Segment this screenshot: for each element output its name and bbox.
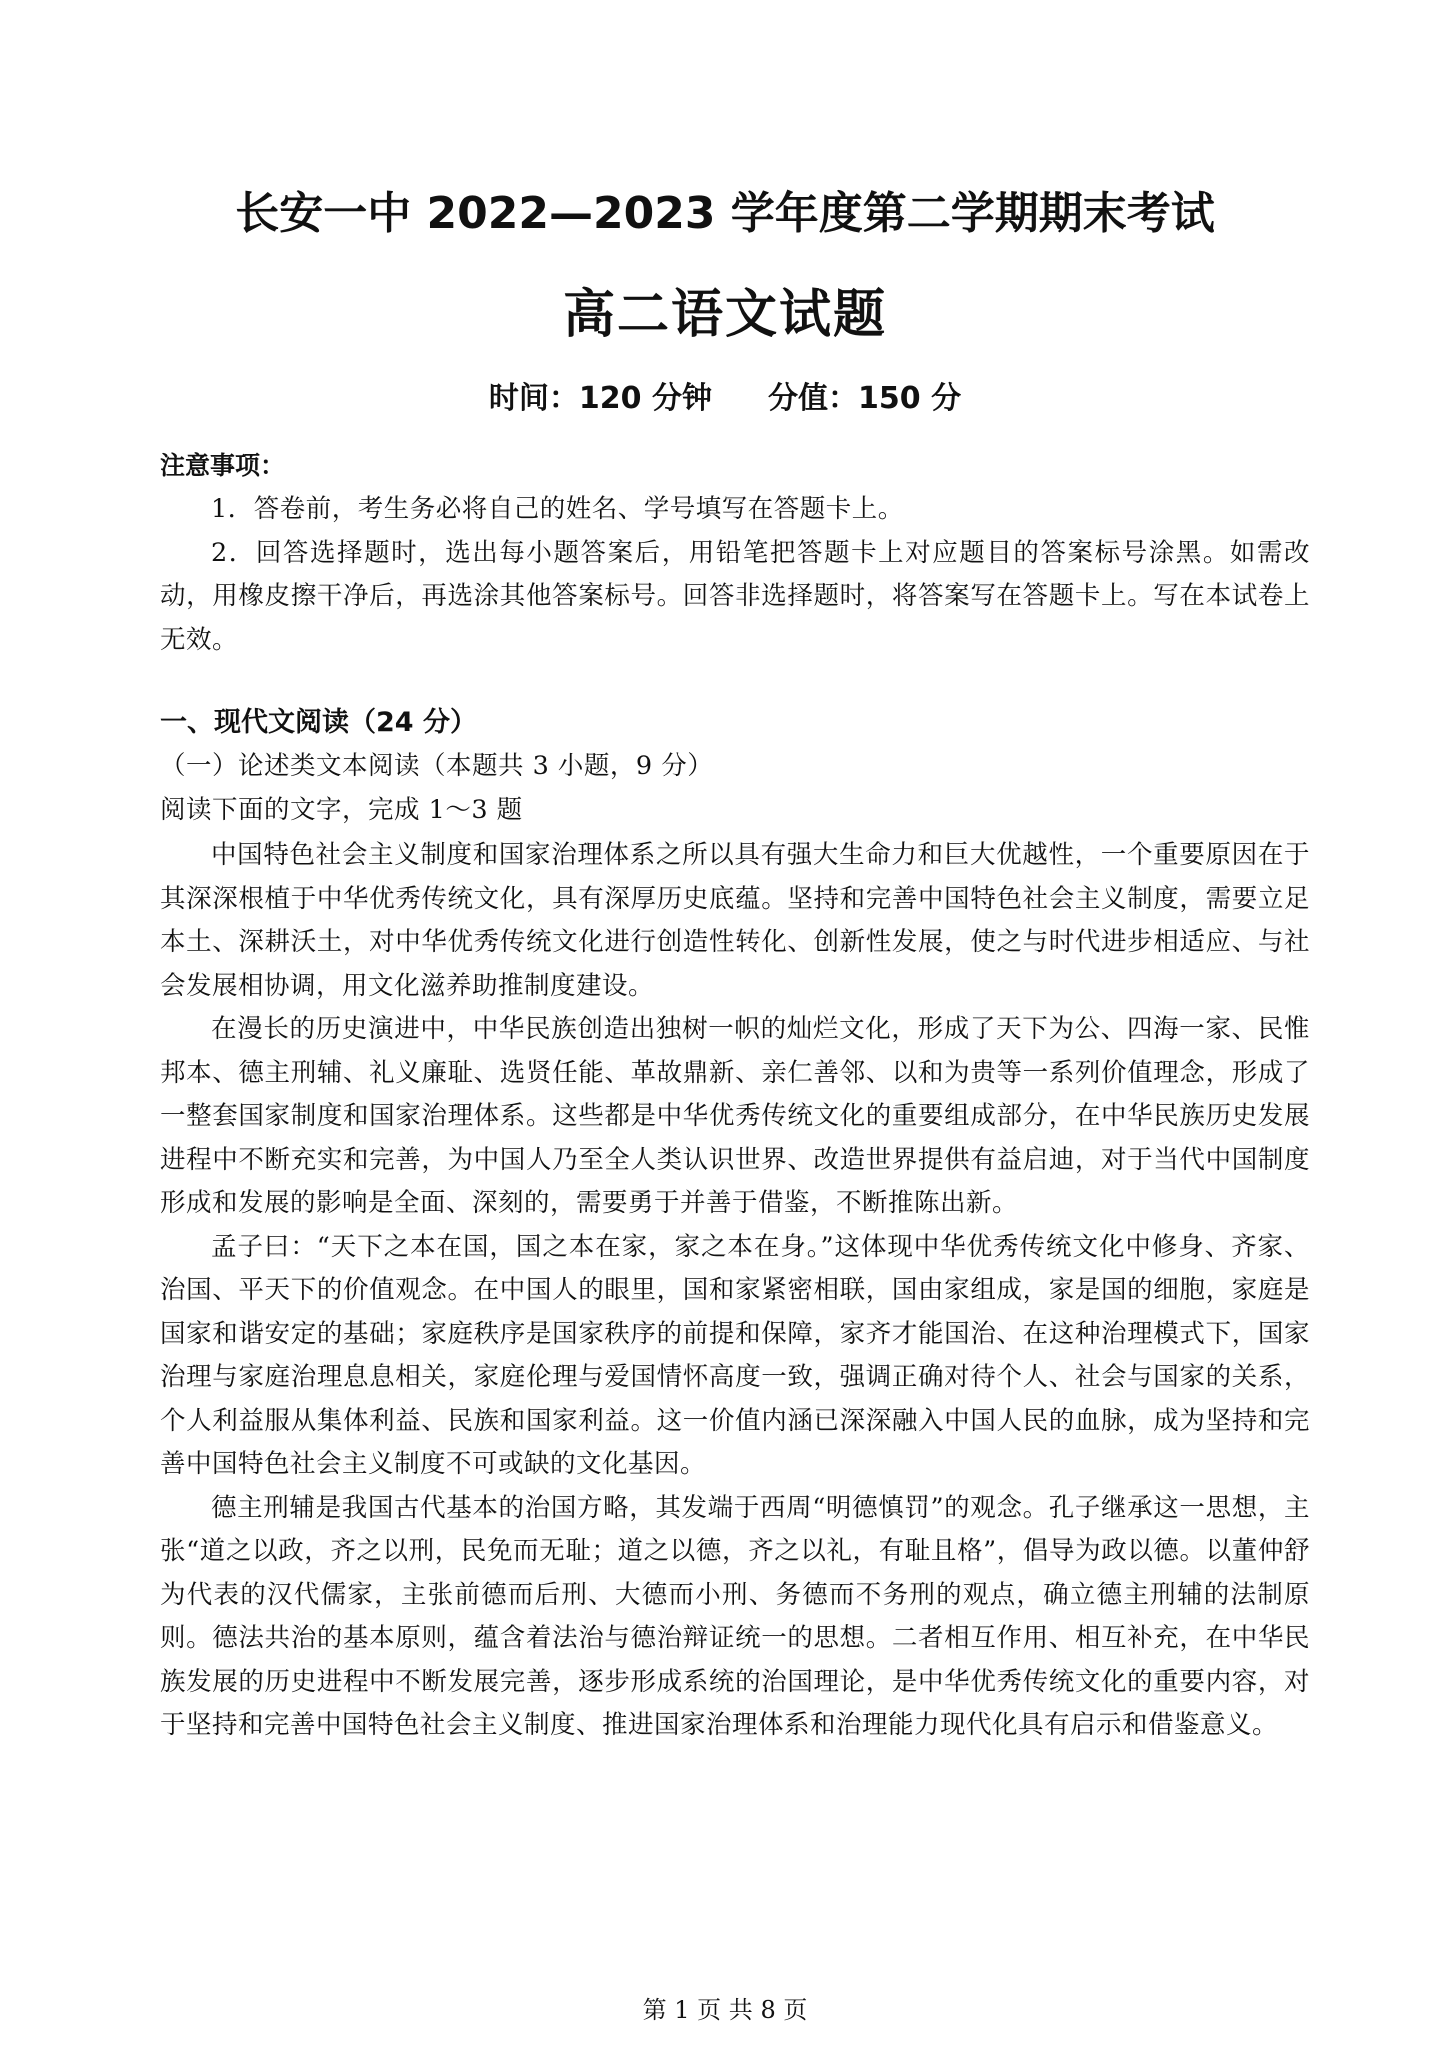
notice-item-2: 2．回答选择题时，选出每小题答案后，用铅笔把答题卡上对应题目的答案标号涂黑。如需改动，用橡皮擦干净后，再选涂其他答案标号。回答非选择题时，将答案写在答题卡上。写在本试卷上无效。 xyxy=(160,537,1310,655)
exam-time: 时间：120 分钟 xyxy=(488,381,712,416)
paper-title: 高二语文试题 xyxy=(562,285,887,345)
reading-passage xyxy=(160,834,1310,1748)
passage-paragraph-4: 德主刑辅是我国古代基本的治国方略，其发端于西周“明德慎罚”的观念。孔子继承这一思想，主张“道之以政，齐之以刑，民免而无耻；道之以德，齐之以礼，有耻且格”，倡导为政以德。以董仲舒为代表的汉代儒家，主张前德而后刑、大德而小刑、务德而不务刑的观点，确立德主刑辅的法制原则。德法共治的基本原则，蕴含着法治与德治辩证统一的思想。二者相互作用、相互补充，在中华民族发展的历史进程中不断发展完善，逐步形成系统的治国理论，是中华优秀传统文化的重要内容，对于坚持和完善中国特色社会主义制度、推进国家治理体系和治理能力现代化具有启示和借鉴意义。 xyxy=(160,1492,1310,1740)
notice-item-1: 1．答卷前，考生务必将自己的姓名、学号填写在答题卡上。 xyxy=(211,494,904,524)
section-heading: 一、现代文阅读（24 分） xyxy=(160,707,477,738)
exam-meta xyxy=(0,378,1450,420)
reading-instruction: 阅读下面的文字，完成 1～3 题 xyxy=(160,795,523,825)
passage-paragraph-2: 在漫长的历史演进中，中华民族创造出独树一帜的灿烂文化，形成了天下为公、四海一家、民惟邦本、德主刑辅、礼义廉耻、选贤任能、革故鼎新、亲仁善邻、以和为贵等一系列价值理念，形成了一整套国家制度和国家治理体系。这些都是中华优秀传统文化的重要组成部分，在中华民族历史发展进程中不断充实和完善，为中国人乃至全人类认识世界、改造世界提供有益启迪，对于当代中国制度形成和发展的影响是全面、深刻的，需要勇于并善于借鉴，不断推陈出新。 xyxy=(160,1014,1310,1218)
page-number: 第 1 页 共 8 页 xyxy=(642,1996,808,2024)
school-exam-title: 长安一中 2022—2023 学年度第二学期期末考试 xyxy=(235,188,1215,239)
passage-paragraph-3: 孟子曰：“天下之本在国，国之本在家，家之本在身。”这体现中华优秀传统文化中修身、齐家、治国、平天下的价值观念。在中国人的眼里，国和家紧密相联，国由家组成，家是国的细胞，家庭是国家和谐安定的基础；家庭秩序是国家秩序的前提和保障，家齐才能国治、在这种治理模式下，国家治理与家庭治理息息相关，家庭伦理与爱国情怀高度一致，强调正确对待个人、社会与国家的关系，个人利益服从集体利益、民族和国家利益。这一价值内涵已深深融入中国人民的血脉，成为坚持和完善中国特色社会主义制度不可或缺的文化基因。 xyxy=(160,1231,1310,1479)
notice-list xyxy=(160,488,1310,662)
notice-heading: 注意事项： xyxy=(160,451,286,480)
passage-paragraph-1: 中国特色社会主义制度和国家治理体系之所以具有强大生命力和巨大优越性，一个重要原因在于其深深根植于中华优秀传统文化，具有深厚历史底蕴。坚持和完善中国特色社会主义制度，需要立足本土、深耕沃土，对中华优秀传统文化进行创造性转化、创新性发展，使之与时代进步相适应、与社会发展相协调，用文化滋养助推制度建设。 xyxy=(160,840,1310,1001)
section-subheading: （一）论述类文本阅读（本题共 3 小题，9 分） xyxy=(160,751,714,781)
exam-score: 分值：150 分 xyxy=(768,381,962,416)
